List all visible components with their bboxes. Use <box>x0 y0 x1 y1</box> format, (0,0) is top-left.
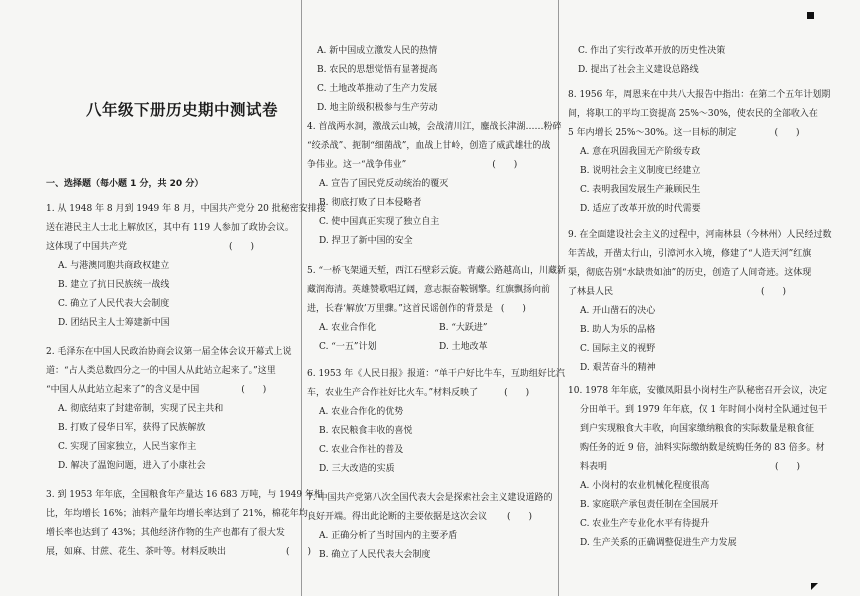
option: A. 农业合作化 <box>319 323 377 333</box>
option: A. 农业合作化的优势 <box>319 407 404 417</box>
option: D. 土地改革 <box>439 342 488 352</box>
option: C. 实现了国家独立，人民当家作主 <box>58 442 197 452</box>
option: A. 意在巩固我国无产阶级专政 <box>580 147 701 157</box>
option: B. “大跃进” <box>439 323 488 333</box>
answer-blank[interactable]: ( ) <box>500 304 526 314</box>
option: B. 建立了抗日民族统一战线 <box>58 280 170 290</box>
option: A. 开山凿石的决心 <box>580 306 656 316</box>
option: D. 艰苦奋斗的精神 <box>580 363 656 373</box>
option: B. 说明社会主义制度已经建立 <box>580 166 701 176</box>
question-7-options <box>566 42 725 80</box>
option: A. 正确分析了当时国内的主要矛盾 <box>319 531 458 541</box>
option: C. “一五”计划 <box>319 342 377 352</box>
option: B. 农民的思想觉悟有显著提高 <box>317 65 438 75</box>
registration-mark-top-right <box>807 12 814 19</box>
option: B. 家庭联产承包责任制在全国展开 <box>580 500 719 510</box>
option: C. 土地改革推动了生产力发展 <box>317 84 438 94</box>
question-8: 8. 1956 年，周恩来在中共八大报告中指出：在第二个五年计划期 间，将职工的平均工资提高 25%～30%，使农民的全部收入在 5 年内增长 25%～30%。这一目标的制定 ( ) A. 意在巩固我国无产阶级专政 B. 说明社会主义制度已经建立 C. 表明我国发展生产兼顾民生 D. 适应了改革开放的时代需要 <box>568 86 830 219</box>
question-3: 3. 到 1953 年年底，全国粮食年产量达 16 683 万吨，与 1949 年相 比，年均增长 16%；油料产量年均增长率达到了 21%，棉花年均 增长率也达到了 43%；其他经济作物的生产也都有了很大发 展，如麻、甘蔗、花生、茶叶等。材料反映出 ( ) <box>46 486 323 562</box>
question-5: 5. “一桥飞架通天堑，西江石壁彩云旋。青藏公路越高山，川藏新 藏润海清。英雄赞歌唱辽阔，意志振奋鞍钢擎。红旗飘扬向前 进，长春‘解放’万里骤。”这首民谣创作的背景是 ( ) A. 农业合作化 B. “大跃进” C. “一五”计划 D. 土地改革 <box>307 262 566 357</box>
answer-blank[interactable]: ( ) <box>492 160 518 170</box>
question-2: 2. 毛泽东在中国人民政治协商会议第一届全体会议开幕式上说 道：“占人类总数四分之一的中国人从此站立起来了。”这里 “中国人从此站立起来了”的含义是中国 ( ) A. 彻底结束了封建帝制，实现了民主共和 B. 打败了侵华日军，获得了民族解放 C. 实现了国家独立，人民当家作主 D. 解决了温饱问题，进入了小康社会 <box>46 343 291 476</box>
question-1: 1. 从 1948 年 8 月到 1949 年 8 月，中国共产党分 20 批秘密安排接 送在港民主人士北上解放区，其中有 119 人参加了政协会议。 这体现了中国共产党 ( ) A. 与港澳同胞共商政权建立 B. 建立了抗日民族统一战线 C. 确立了人民代表大会制度 D. 团结民主人士筹建新中国 <box>46 200 326 333</box>
option: C. 表明我国发展生产兼顾民生 <box>580 185 701 195</box>
option: D. 地主阶级积极参与生产劳动 <box>317 103 438 113</box>
option: D. 捍卫了新中国的安全 <box>319 236 413 246</box>
question-10: 10. 1978 年年底，安徽凤阳县小岗村生产队秘密召开会议，决定 分田单干。到 1979 年年底，仅 1 年时间小岗村全队通过包干 到户实现粮食大丰收，向国家缴纳粮食的实际数量是粮食征 购任务的近 9 倍，油料实际缴纳数是统购任务的 83 倍多。材 料表明 ( ) A. 小岗村的农业机械化程度很高 B. 家庭联产承包责任制在全国展开 C. 农业生产专业化水平有待提升 D. 生产关系的正确调整促进生产力发展 <box>568 382 827 553</box>
option: A. 小岗村的农业机械化程度很高 <box>580 481 710 491</box>
option: C. 作出了实行改革开放的历史性决策 <box>578 46 726 56</box>
option: C. 农业合作社的普及 <box>319 445 404 455</box>
option: A. 新中国成立激发人民的热情 <box>317 46 438 56</box>
question-9: 9. 在全面建设社会主义的过程中，河南林县（今林州）人民经过数 年苦战，开凿太行山，引漳河水入境，修建了“人造天河”红旗 渠，彻底告别“水缺贵如油”的历史，创造了人间奇迹。这体现 了林县人民 ( ) A. 开山凿石的决心 B. 助人为乐的品格 C. 国际主义的视野 D. 艰苦奋斗的精神 <box>568 226 831 378</box>
answer-blank[interactable]: ( ) <box>241 385 267 395</box>
option: A. 宣告了国民党反动统治的覆灭 <box>319 179 449 189</box>
option: D. 适应了改革开放的时代需要 <box>580 204 701 214</box>
question-4: 4. 首战两水洞，激战云山城，会战清川江，鏖战长津湖……粉碎 “绞杀战”、扼制“细菌战”，血战上甘岭，创造了威武雄壮的战 争伟业。这一“战争伟业” ( ) A. 宣告了国民党反动统治的覆灭 B. 彻底打败了日本侵略者 C. 使中国真正实现了独立自主 D. 捍卫了新中国的安全 <box>307 118 561 251</box>
option: B. 彻底打败了日本侵略者 <box>319 198 422 208</box>
question-7: 7. 中国共产党第八次全国代表大会是探索社会主义建设道路的 良好开端。得出此论断的主要依据是这次会议 ( ) A. 正确分析了当时国内的主要矛盾 B. 确立了人民代表大会制度 <box>307 489 552 565</box>
answer-blank[interactable]: ( ) <box>775 462 801 472</box>
registration-mark-bottom-right <box>811 583 818 590</box>
option: B. 农民粮食丰收的喜悦 <box>319 426 413 436</box>
option: D. 三大改造的实质 <box>319 464 395 474</box>
answer-blank[interactable]: ( ) <box>286 547 312 557</box>
option: D. 解决了温饱问题，进入了小康社会 <box>58 461 206 471</box>
option: D. 提出了社会主义建设总路线 <box>578 65 699 75</box>
answer-blank[interactable]: ( ) <box>507 512 533 522</box>
option: A. 与港澳同胞共商政权建立 <box>58 261 170 271</box>
option: C. 使中国真正实现了独立自主 <box>319 217 440 227</box>
option: D. 团结民主人士筹建新中国 <box>58 318 170 328</box>
answer-blank[interactable]: ( ) <box>504 388 530 398</box>
answer-blank[interactable]: ( ) <box>761 287 787 297</box>
option: B. 助人为乐的品格 <box>580 325 656 335</box>
answer-blank[interactable]: ( ) <box>229 242 255 252</box>
option: C. 确立了人民代表大会制度 <box>58 299 170 309</box>
question-6: 6. 1953 年《人民日报》报道：“单干户好比牛车，互助组好比汽 车，农业生产合作社好比火车。”材料反映了 ( ) A. 农业合作化的优势 B. 农民粮食丰收的喜悦 C. 农业合作社的普及 D. 三大改造的实质 <box>307 365 565 479</box>
question-3-options <box>305 42 438 118</box>
option: D. 生产关系的正确调整促进生产力发展 <box>580 538 737 548</box>
option: B. 确立了人民代表大会制度 <box>319 550 431 560</box>
option: A. 彻底结束了封建帝制，实现了民主共和 <box>58 404 224 414</box>
section-heading: 一、选择题（每小题 1 分，共 20 分） <box>46 179 204 189</box>
option: C. 国际主义的视野 <box>580 344 656 354</box>
option: C. 农业生产专业化水平有待提升 <box>580 519 710 529</box>
option: B. 打败了侵华日军，获得了民族解放 <box>58 423 206 433</box>
page-title: 八年级下册历史期中测试卷 <box>86 101 279 119</box>
answer-blank[interactable]: ( ) <box>774 128 800 138</box>
